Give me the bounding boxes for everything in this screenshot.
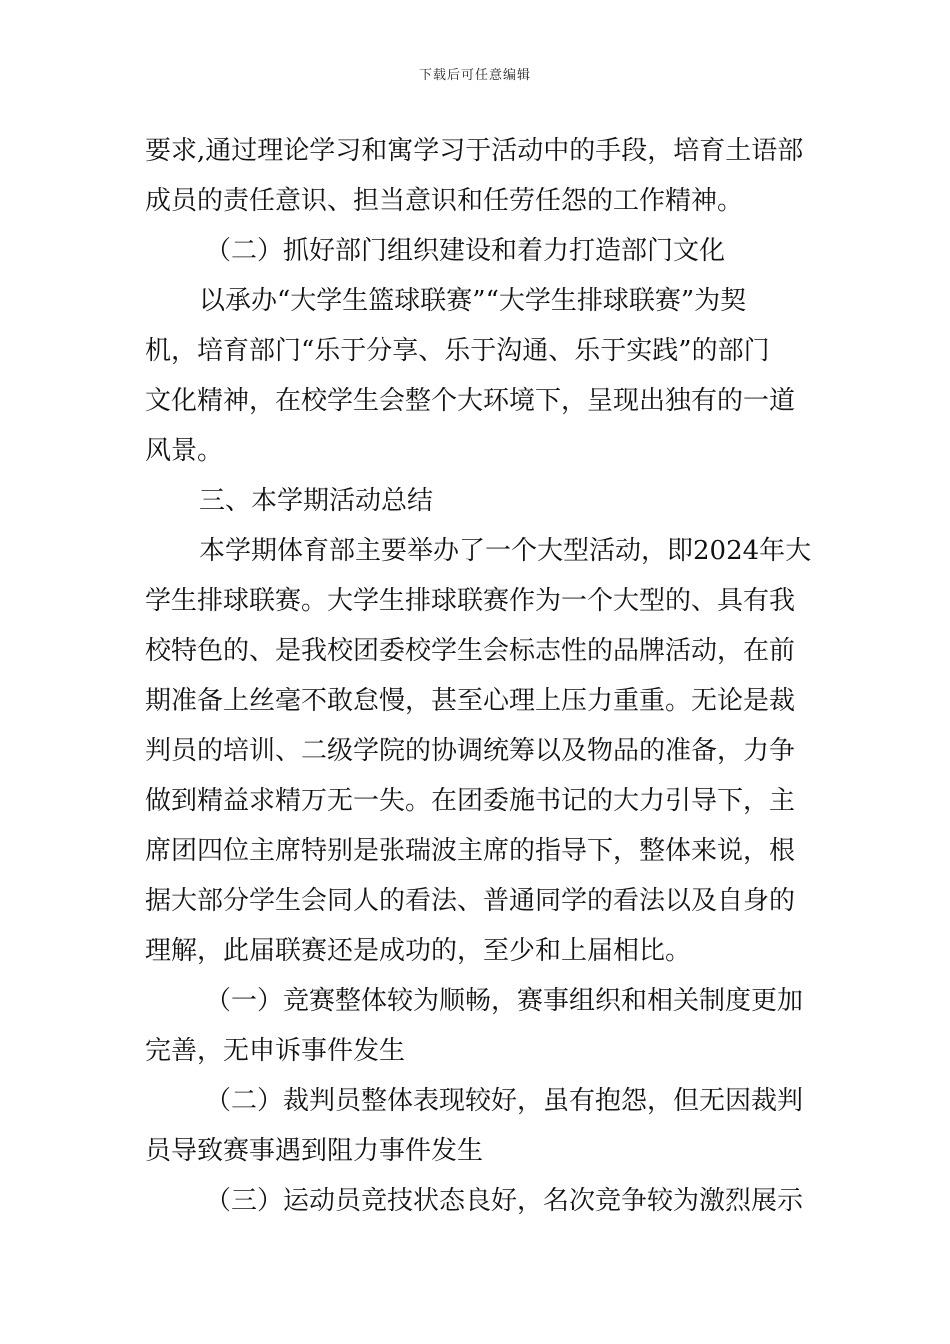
page-header: 下载后可任意编辑 [418, 68, 531, 83]
text-line: 理解，此届联赛还是成功的，至少和上届相比。 [145, 936, 692, 966]
text-line: 本学期体育部主要举办了一个大型活动，即2024年大 [199, 536, 812, 566]
text-line: 风景。 [145, 436, 224, 466]
text-line: 判员的培训、二级学院的协调统筹以及物品的准备，力争 [145, 736, 796, 766]
document-body [145, 126, 815, 1226]
subsection-item: （一）竞赛整体较为顺畅，赛事组织和相关制度更加 [205, 986, 804, 1016]
section-heading: 三、本学期活动总结 [199, 486, 434, 516]
subsection-item: （二）裁判员整体表现较好，虽有抱怨，但无因裁判 [205, 1086, 804, 1116]
text-line: 据大部分学生会同人的看法、普通同学的看法以及自身的 [145, 886, 796, 916]
text-line: 文化精神，在校学生会整个大环境下，呈现出独有的一道 [145, 386, 796, 416]
text-line: 做到精益求精万无一失。在团委施书记的大力引导下，主 [145, 786, 796, 816]
text-line: 校特色的、是我校团委校学生会标志性的品牌活动，在前 [145, 636, 796, 666]
subsection-item: （三）运动员竞技状态良好，名次竞争较为激烈展示 [205, 1186, 804, 1216]
section-heading: （二）抓好部门组织建设和着力打造部门文化 [205, 236, 726, 266]
text-line: 席团四位主席特别是张瑞波主席的指导下，整体来说，根 [145, 836, 796, 866]
text-line: 员导致赛事遇到阻力事件发生 [145, 1136, 484, 1166]
text-line: 机，培育部门“乐于分享、乐于沟通、乐于实践”的部门 [145, 336, 770, 366]
text-line: 要求,通过理论学习和寓学习于活动中的手段，培育土语部 [145, 136, 804, 166]
text-line: 期准备上丝毫不敢怠慢，甚至心理上压力重重。无论是裁 [145, 686, 796, 716]
text-line: 成员的责任意识、担当意识和任劳任怨的工作精神。 [145, 186, 744, 216]
text-line: 完善，无申诉事件发生 [145, 1036, 406, 1066]
text-line: 以承办“大学生篮球联赛”“大学生排球联赛”为契 [199, 286, 747, 316]
text-line: 学生排球联赛。大学生排球联赛作为一个大型的、具有我 [145, 586, 796, 616]
